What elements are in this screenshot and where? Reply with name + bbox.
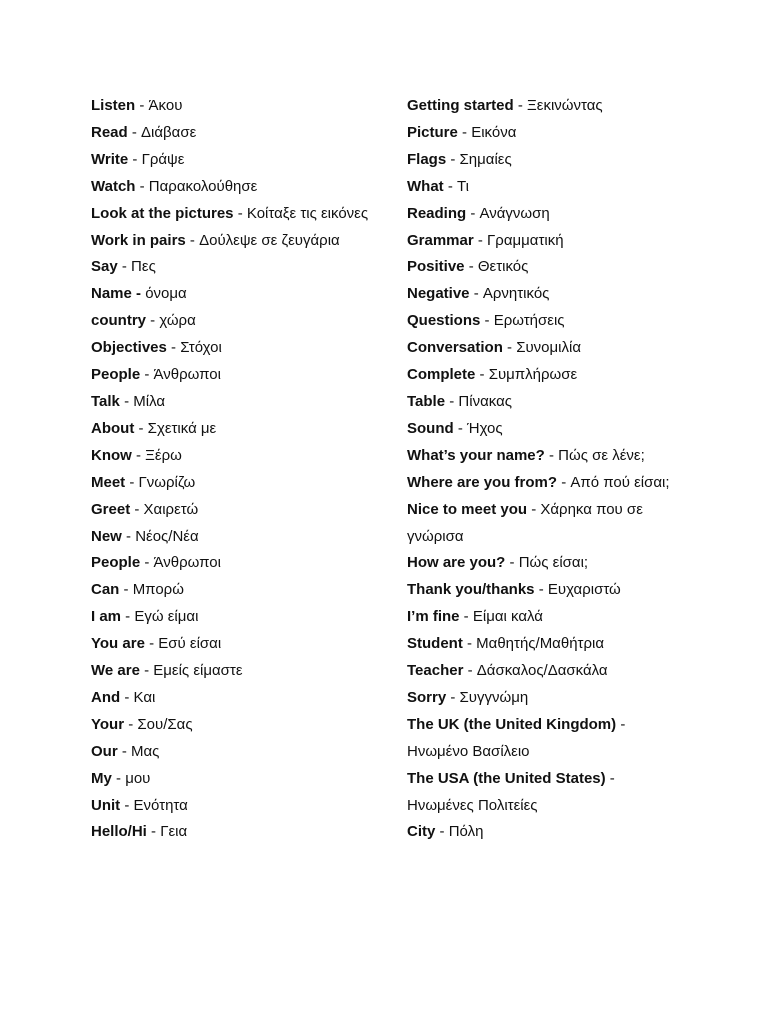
vocab-entry [91, 524, 391, 551]
vocab-translation: Συνομιλία [516, 339, 582, 357]
vocab-translation: Ερωτήσεις [493, 312, 565, 330]
vocab-separator: - [459, 608, 473, 626]
vocab-translation: Πώς σε λένε; [558, 446, 645, 464]
vocab-term: We are [91, 662, 140, 680]
vocab-entry [91, 658, 391, 685]
vocab-separator: - [140, 366, 154, 384]
vocab-separator: - [466, 204, 480, 222]
vocab-separator: - [463, 662, 477, 680]
vocab-separator: - [605, 769, 615, 787]
vocab-term: Teacher [407, 662, 464, 680]
vocab-term: Our [91, 742, 118, 760]
vocab-separator: - [445, 392, 459, 410]
vocab-translation: Στόχοι [180, 339, 222, 357]
vocab-term: Objectives [91, 339, 167, 357]
vocab-term: Write [91, 150, 129, 168]
vocab-term: Read [91, 123, 128, 141]
vocab-term: Know [91, 446, 132, 464]
vocab-translation: Εγώ είμαι [134, 608, 199, 626]
vocab-entry [407, 577, 672, 604]
vocab-translation: Ξέρω [145, 446, 182, 464]
vocab-term: Student [407, 635, 463, 653]
vocab-entry [407, 766, 672, 820]
vocab-entry [91, 631, 391, 658]
vocab-translation: Μπορώ [132, 581, 184, 599]
vocabulary-column-right [407, 93, 672, 846]
vocab-translation: Σου/Σας [137, 715, 193, 733]
vocab-separator: - [121, 608, 135, 626]
vocab-entry [407, 174, 672, 201]
vocab-term: And [91, 688, 121, 706]
vocab-term: Sorry [407, 688, 447, 706]
vocab-term: Nice to meet you [407, 500, 528, 518]
vocab-term: People [91, 554, 141, 572]
vocab-term: About [91, 419, 135, 437]
vocab-entry [91, 443, 391, 470]
vocab-separator: - [544, 446, 559, 464]
vocab-separator: - [120, 796, 134, 814]
vocab-entry [407, 201, 672, 228]
vocab-term: Picture [407, 123, 458, 141]
vocab-translation: Συγγνώμη [459, 688, 529, 706]
vocab-term: What [407, 177, 444, 195]
vocab-translation: Άκου [148, 97, 183, 114]
vocab-entry [407, 658, 672, 685]
vocab-term: You are [91, 635, 145, 653]
vocab-translation: Νέος/Νέα [135, 527, 199, 545]
vocab-entry [91, 470, 391, 497]
vocab-entry [407, 631, 672, 658]
vocab-entry [407, 712, 672, 766]
vocab-separator: - [121, 527, 136, 545]
vocabulary-column-left [91, 93, 391, 846]
vocab-translation: Άνθρωποι [153, 554, 221, 572]
vocab-translation: Σχετικά με [147, 419, 217, 437]
vocab-translation: Γράψε [141, 150, 185, 168]
vocab-separator: - [446, 150, 460, 168]
vocab-term: Complete [407, 366, 476, 384]
vocab-entry [407, 147, 672, 174]
vocab-translation: Εσύ είσαι [158, 635, 222, 653]
vocab-separator: - [166, 339, 181, 357]
vocab-translation: Μαθητής/Μαθήτρια [476, 635, 605, 653]
vocab-separator: - [457, 123, 472, 141]
vocab-term: Grammar [407, 231, 474, 249]
vocab-separator: - [475, 366, 489, 384]
vocab-entry [407, 819, 672, 846]
vocab-entry [407, 308, 672, 335]
vocab-entry [407, 120, 672, 147]
vocab-translation: Εικόνα [471, 123, 517, 141]
vocab-separator: - [111, 769, 126, 787]
vocab-translation: Πόλη [448, 823, 484, 841]
vocab-entry [91, 685, 391, 712]
vocab-translation: Ευχαριστώ [547, 581, 621, 599]
vocab-term: I’m fine [407, 608, 460, 626]
vocab-separator: - [135, 177, 149, 195]
vocab-translation: Δάσκαλος/Δασκάλα [476, 662, 608, 680]
vocab-translation: Διάβασε [141, 123, 197, 141]
vocab-translation: όνομα [145, 285, 187, 303]
vocab-translation: μου [125, 769, 151, 787]
vocab-translation: Τι [457, 177, 469, 195]
vocab-separator: - [135, 97, 149, 114]
vocab-entry [407, 228, 672, 255]
vocab-entry [91, 712, 391, 739]
vocab-entry [407, 93, 672, 120]
vocab-separator: - [513, 97, 528, 114]
vocab-entry [91, 819, 391, 846]
vocab-translation: Ενότητα [133, 796, 188, 814]
vocab-separator: - [446, 688, 460, 706]
vocab-term: Look at the pictures [91, 204, 234, 222]
vocab-entry [91, 335, 391, 362]
vocab-term: The USA (the United States) [407, 769, 606, 787]
vocab-term: Hello/Hi [91, 823, 147, 841]
vocab-translation: Γραμματική [487, 231, 564, 249]
vocab-translation: Πώς είσαι; [518, 554, 589, 572]
vocab-entry [91, 793, 391, 820]
vocab-entry [91, 766, 391, 793]
vocab-entry [91, 254, 391, 281]
vocab-separator: - [443, 177, 458, 195]
vocab-entry [91, 550, 391, 577]
vocab-separator: - [117, 258, 132, 276]
vocab-term: Say [91, 258, 118, 276]
vocab-entry [407, 335, 672, 362]
vocab-separator: - [480, 312, 494, 330]
vocab-term: My [91, 769, 112, 787]
vocab-translation: Ξεκινώντας [527, 97, 603, 114]
vocab-entry [407, 281, 672, 308]
vocab-translation: Γεια [160, 823, 188, 841]
vocab-entry [91, 416, 391, 443]
vocab-entry [91, 174, 391, 201]
vocab-translation: Χάρηκα που σε γνώρισα [407, 500, 643, 545]
vocab-term: Listen [91, 97, 136, 114]
vocab-separator: - [473, 231, 488, 249]
vocab-translation: Χαιρετώ [143, 500, 199, 518]
vocab-entry [91, 497, 391, 524]
vocab-translation: Πες [131, 258, 156, 276]
vocab-translation: Πίνακας [458, 392, 512, 410]
vocab-term: Sound [407, 419, 454, 437]
vocab-separator: - [502, 339, 517, 357]
vocab-term: Greet [91, 500, 131, 518]
vocab-translation: Ανάγνωση [479, 204, 550, 222]
vocab-entry [91, 147, 391, 174]
vocab-translation: Άνθρωποι [153, 366, 221, 384]
vocab-term: Flags [407, 150, 447, 168]
vocab-term: Conversation [407, 339, 503, 357]
vocab-separator: - [233, 204, 247, 222]
vocab-term: Can [91, 581, 120, 599]
vocab-translation: Κοίταξε τις εικόνες [246, 204, 369, 222]
vocab-translation: Δούλεψε σε ζευγάρια [199, 231, 340, 249]
vocab-separator: - [120, 688, 134, 706]
vocab-entry [91, 308, 391, 335]
vocab-separator: - [469, 285, 483, 303]
vocab-separator: - [557, 473, 571, 491]
vocab-translation: Παρακολούθησε [148, 177, 258, 195]
vocab-term: Positive [407, 258, 465, 276]
vocab-term: Negative [407, 285, 470, 303]
vocab-entry [91, 389, 391, 416]
vocab-separator: - [527, 500, 541, 518]
vocab-entry [91, 577, 391, 604]
vocab-term: Talk [91, 392, 120, 410]
vocab-separator: - [140, 554, 154, 572]
vocab-term: Name - [91, 285, 142, 303]
vocab-translation: Συμπλήρωσε [488, 366, 578, 384]
vocab-separator: - [139, 662, 154, 680]
vocab-term: The UK (the United Kingdom) [407, 715, 617, 733]
vocab-separator: - [130, 500, 144, 518]
vocab-translation: χώρα [159, 312, 196, 330]
vocab-translation: Μίλα [133, 392, 166, 410]
vocab-separator: - [119, 392, 134, 410]
vocab-term: Watch [91, 177, 136, 195]
vocab-entry [91, 604, 391, 631]
vocab-term: Work in pairs [91, 231, 186, 249]
vocab-term: Unit [91, 796, 121, 814]
vocab-separator: - [505, 554, 519, 572]
vocab-translation: Ηνωμένες Πολιτείες [407, 796, 538, 814]
vocab-separator: - [144, 635, 159, 653]
vocab-term: Questions [407, 312, 481, 330]
vocab-entry [91, 362, 391, 389]
vocab-translation: Θετικός [477, 258, 529, 276]
vocab-separator: - [146, 312, 160, 330]
vocab-entry [407, 550, 672, 577]
vocab-term: People [91, 366, 141, 384]
vocab-term: Getting started [407, 97, 514, 114]
vocab-translation: Αρνητικός [482, 285, 550, 303]
vocab-entry [407, 685, 672, 712]
vocab-separator: - [146, 823, 161, 841]
vocab-term: Table [407, 392, 446, 410]
vocab-entry [407, 416, 672, 443]
vocab-term: I am [91, 608, 122, 626]
vocab-term: Meet [91, 473, 126, 491]
vocab-term: Reading [407, 204, 467, 222]
vocab-entry [91, 739, 391, 766]
vocab-entry [91, 93, 391, 120]
vocab-entry [91, 228, 391, 255]
vocab-translation: Γνωρίζω [138, 473, 196, 491]
vocab-separator: - [616, 715, 626, 733]
vocab-separator: - [134, 419, 148, 437]
vocab-term: How are you? [407, 554, 506, 572]
vocab-term: country [91, 312, 147, 330]
vocab-term: What’s your name? [407, 446, 545, 464]
vocab-translation: Είμαι καλά [472, 608, 543, 626]
vocab-translation: Και [133, 688, 156, 706]
vocab-entry [407, 254, 672, 281]
vocab-translation: Μας [131, 742, 160, 760]
vocab-separator: - [435, 823, 449, 841]
vocab-translation: Από πού είσαι; [570, 473, 670, 491]
vocab-separator: - [119, 581, 133, 599]
vocab-separator: - [124, 715, 138, 733]
vocab-term: City [407, 823, 436, 841]
vocab-entry [91, 281, 391, 308]
vocab-separator: - [464, 258, 478, 276]
vocab-entry [407, 443, 672, 470]
vocab-separator: - [127, 123, 142, 141]
vocab-entry [407, 362, 672, 389]
vocab-translation: Σημαίες [459, 150, 512, 168]
vocab-separator: - [117, 742, 132, 760]
vocab-separator: - [131, 446, 146, 464]
vocab-entry [407, 389, 672, 416]
vocab-term: Thank you/thanks [407, 581, 535, 599]
vocab-term: Your [91, 715, 125, 733]
vocab-separator: - [125, 473, 139, 491]
vocab-separator: - [462, 635, 477, 653]
vocab-entry [91, 120, 391, 147]
vocab-translation: Εμείς είμαστε [153, 662, 243, 680]
vocab-entry [407, 497, 672, 551]
vocab-entry [91, 201, 391, 228]
vocab-term: New [91, 527, 122, 545]
vocab-entry [407, 604, 672, 631]
vocab-entry [407, 470, 672, 497]
vocab-term: Where are you from? [407, 473, 558, 491]
vocab-separator: - [534, 581, 548, 599]
vocab-translation: Ηνωμένο Βασίλειο [407, 742, 530, 760]
vocab-separator: - [185, 231, 200, 249]
vocab-translation: Ήχος [467, 419, 503, 437]
vocab-separator: - [453, 419, 467, 437]
vocab-separator: - [128, 150, 142, 168]
